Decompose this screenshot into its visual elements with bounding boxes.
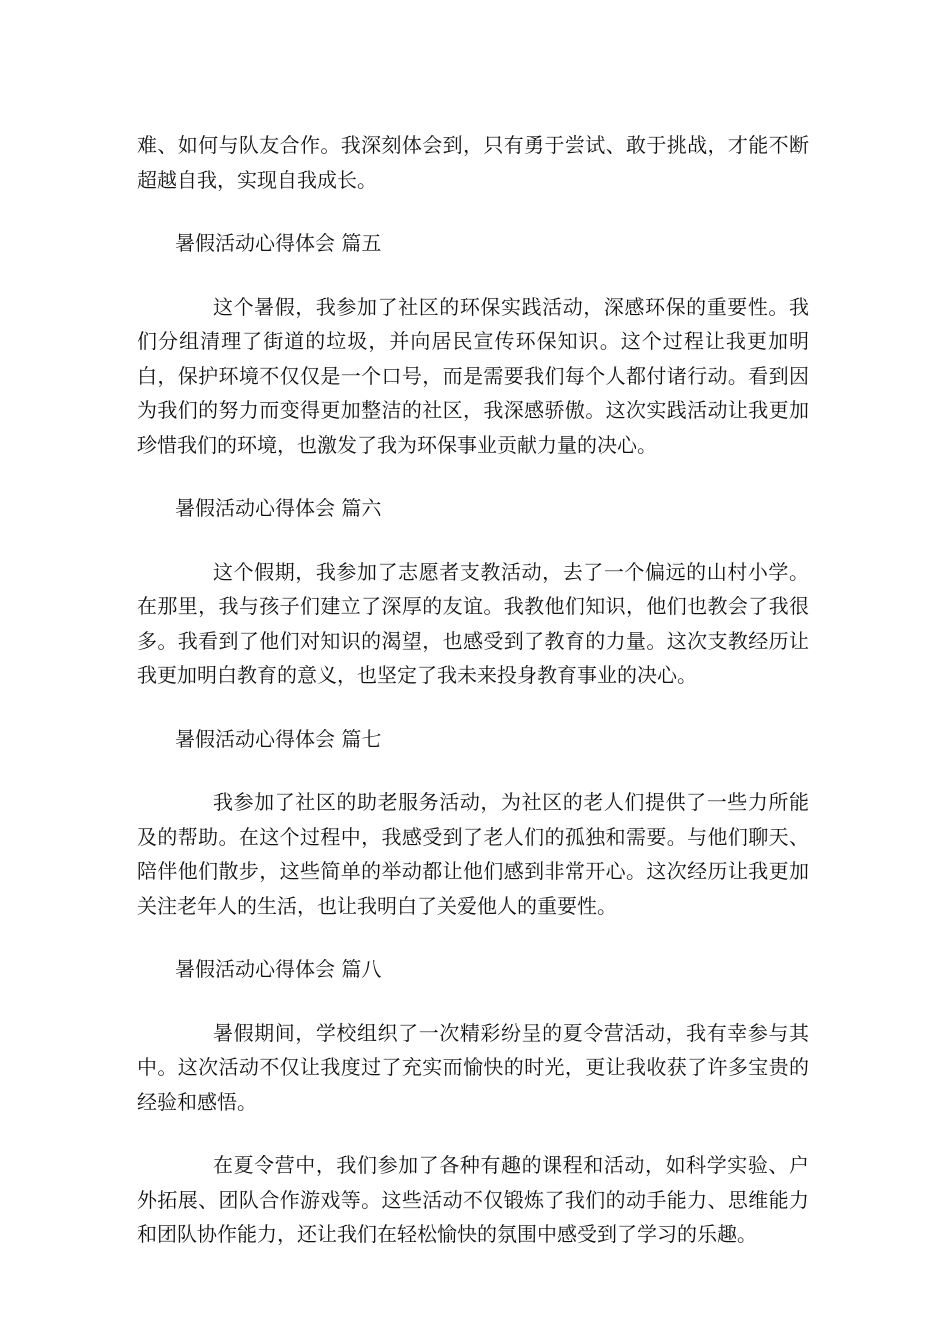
- paragraph-section-7: 我参加了社区的助老服务活动，为社区的老人们提供了一些力所能及的帮助。在这个过程中，我感受到了老人们的孤独和需要。与他们聊天、陪伴他们散步，这些简单的举动都让他们感到非常开心。这次经历让我更加关注老年人的生活，也让我明白了关爱他人的重要性。: [137, 790, 809, 918]
- section-heading-5: 暑假活动心得体会 篇五: [175, 231, 382, 255]
- paragraph-section-8b: 在夏令营中，我们参加了各种有趣的课程和活动，如科学实验、户外拓展、团队合作游戏等。这些活动不仅锻炼了我们的动手能力、思维能力和团队协作能力，还让我们在轻松愉快的氛围中感受到了学习的乐趣。: [137, 1153, 809, 1246]
- section-heading-7: 暑假活动心得体会 篇七: [175, 726, 382, 751]
- section-heading-8: 暑假活动心得体会 篇八: [175, 957, 382, 981]
- paragraph-section-5: 这个暑假，我参加了社区的环保实践活动，深感环保的重要性。我们分组清理了街道的垃圾，并向居民宣传环保知识。这个过程让我更加明白，保护环境不仅仅是一个口号，而是需要我们每个人都付诸行动。看到因为我们的努力而变得更加整洁的社区，我深感骄傲。这次实践活动让我更加珍惜我们的环境，也激发了我为环保事业贡献力量的决心。: [137, 294, 809, 457]
- document-body: [137, 128, 809, 1281]
- paragraph-section-8a: 暑假期间，学校组织了一次精彩纷呈的夏令营活动，我有幸参与其中。这次活动不仅让我度过了充实而愉快的时光，更让我收获了许多宝贵的经验和感悟。: [137, 1020, 809, 1114]
- section-heading-6: 暑假活动心得体会 篇六: [175, 496, 382, 520]
- paragraph-section-6: 这个假期，我参加了志愿者支教活动，去了一个偏远的山村小学。在那里，我与孩子们建立了深厚的友谊。我教他们知识，他们也教会了我很多。我看到了他们对知识的渴望，也感受到了教育的力量。这次支教经历让我更加明白教育的意义，也坚定了我未来投身教育事业的决心。: [137, 559, 809, 687]
- paragraph-continued: 难、如何与队友合作。我深刻体会到，只有勇于尝试、敢于挑战，才能不断超越自我，实现自我成长。: [137, 133, 809, 192]
